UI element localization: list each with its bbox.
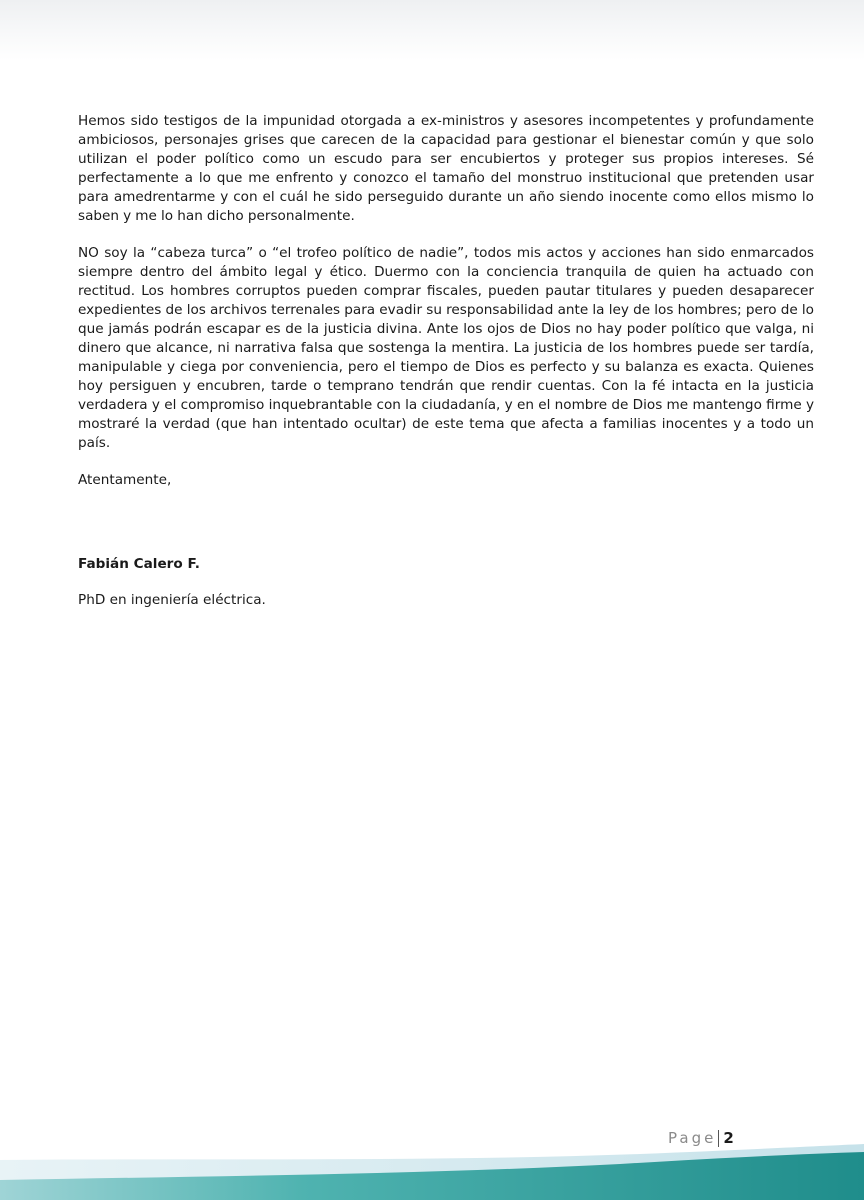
top-shadow: [0, 0, 864, 60]
paragraph-1: Hemos sido testigos de la impunidad otorgada a ex-ministros y asesores incompetentes y profundamente ambiciosos, personajes grises que carecen de la capacidad para gestionar el bienestar común y que solo utilizan el poder político como un escudo para ser encubiertos y proteger sus propios intereses. Sé perfectamente a lo que me enfrento y conozco el tamaño del monstruo institucional que pretenden usar para amedrentarme y con el cuál he sido perseguido durante un año siendo inocente como ellos mismo lo saben y me lo han dicho personalmente.: [78, 113, 814, 224]
paragraph-2: NO soy la “cabeza turca” o “el trofeo político de nadie”, todos mis actos y acciones han sido enmarcados siempre dentro del ámbito legal y ético. Duermo con la conciencia tranquila de quien ha actuado con rectitud. Los hombres corruptos pueden comprar fiscales, pueden pautar titulares y pueden desaparecer expedientes de los archivos terrenales para evadir su responsabilidad ante la ley de los hombres; pero de lo que jamás podrán escapar es de la justicia divina. Ante los ojos de Dios no hay poder político que valga, ni dinero que alcance, ni narrativa falsa que sostenga la mentira. La justicia de los hombres puede ser tardía, manipulable y ciega por conveniencia, pero el tiempo de Dios es perfecto y su balanza es exacta. Quienes hoy persiguen y encubren, tarde o temprano tendrán que rendir cuentas. Con la fé intacta en la justicia verdadera y el compromiso inquebrantable con la ciudadanía, y en el nombre de Dios me mantengo firme y mostraré la verdad (que han intentado ocultar) de este tema que afecta a familias inocentes y a todo un país.: [78, 245, 814, 451]
document-body: [78, 112, 814, 610]
page-label: Page: [668, 1129, 717, 1147]
closing-salutation: Atentamente,: [78, 472, 172, 489]
signature-title: PhD en ingeniería eléctrica.: [78, 592, 266, 609]
footer-wave-decoration: [0, 1140, 864, 1200]
signature-name: Fabián Calero F.: [78, 556, 200, 573]
page-number: 2: [723, 1129, 734, 1147]
